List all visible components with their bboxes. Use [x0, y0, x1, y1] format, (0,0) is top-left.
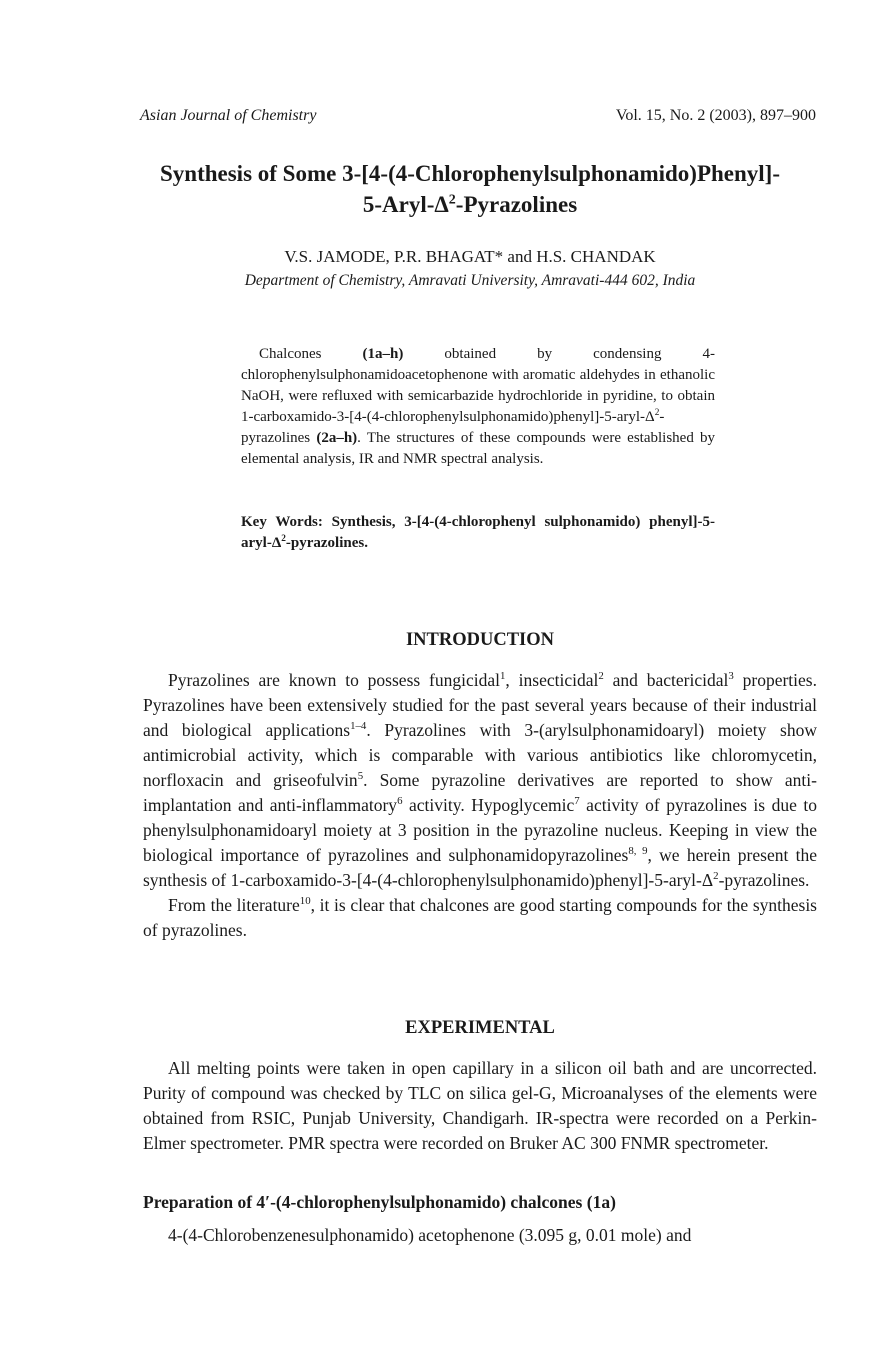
- abstract: [241, 344, 715, 470]
- volume-info: Vol. 15, No. 2 (2003), 897–900: [615, 107, 816, 124]
- text-run: properties. Pyrazolines have been extensively studied for the past several years because of their industrial and biological applications: [143, 670, 817, 740]
- citation: 7: [574, 795, 580, 808]
- keywords-text: -pyrazolines.: [285, 535, 368, 551]
- superscript: 2: [713, 870, 719, 883]
- citation: 6: [397, 795, 403, 808]
- text-run: From the literature: [168, 895, 300, 915]
- title-line-2a: 5-Aryl-Δ: [362, 192, 449, 217]
- text-run: -pyrazolines.: [718, 870, 810, 890]
- keywords: [241, 512, 715, 554]
- title-superscript: 2: [448, 192, 456, 208]
- introduction-heading: INTRODUCTION: [405, 630, 555, 650]
- introduction-body: [143, 668, 817, 943]
- abstract-text: -pyrazolines: [241, 409, 665, 446]
- authors: V.S. JAMODE, P.R. BHAGAT* and H.S. CHANDAK: [284, 247, 656, 266]
- experimental-body: [143, 1056, 817, 1156]
- text-run: Pyrazolines are known to possess fungicidal: [168, 670, 500, 690]
- text-run: , we herein present the synthesis of 1-carboxamido-3-[4-(4-chlorophenylsulphonamido)phenyl]-5-aryl-Δ: [143, 845, 817, 890]
- abstract-text: Chalcones: [259, 346, 363, 362]
- abstract-text: obtained by condensing 4-chlorophenylsulphonamidoacetophenone with aromatic aldehydes in ethanolic NaOH, were refluxed with semicarbazide hydrochloride in pyridine, to obtain 1-carboxamido-3-[4-(4-chlorophenylsulphonamido)phenyl]-5-aryl-Δ: [241, 346, 716, 425]
- introduction-paragraph-2: [143, 893, 817, 943]
- superscript: 2: [654, 408, 660, 418]
- title-line-2b: -Pyrazolines: [455, 192, 578, 217]
- citation: 2: [598, 670, 604, 683]
- article-title: [120, 158, 820, 220]
- preparation-paragraph: 4-(4-Chlorobenzenesulphonamido) acetophenone (3.095 g, 0.01 mole) and: [168, 1225, 692, 1245]
- text-run: , insecticidal: [505, 670, 599, 690]
- citation: 10: [299, 895, 311, 908]
- citation: 1: [500, 670, 506, 683]
- preparation-subheading: Preparation of 4′-(4-chlorophenylsulphonamido) chalcones (1a): [143, 1192, 616, 1212]
- journal-name: Asian Journal of Chemistry: [140, 107, 317, 124]
- title-line-1: Synthesis of Some 3-[4-(4-Chlorophenylsulphonamido)Phenyl]-: [159, 161, 780, 186]
- affiliation: Department of Chemistry, Amravati University, Amravati-444 602, India: [244, 272, 696, 289]
- preparation-body: [143, 1223, 817, 1248]
- compound-ref: (1a–h): [362, 346, 404, 362]
- introduction-paragraph-1: [143, 668, 817, 893]
- text-run: activity of pyrazolines is due to phenylsulphonamidoaryl moiety at 3 position in the pyrazoline nucleus. Keeping in view the biological importance of pyrazolines and sulphonamidopyrazolines: [143, 795, 817, 865]
- abstract-text: . The structures of these compounds were established by elemental analysis, IR and NMR spectral analysis.: [241, 430, 716, 467]
- experimental-heading: EXPERIMENTAL: [405, 1018, 555, 1038]
- citation: 1–4: [350, 720, 367, 733]
- keywords-text: Key Words: Synthesis, 3-[4-(4-chlorophenyl sulphonamido) phenyl]-5-aryl-Δ: [241, 514, 715, 551]
- text-run: , it is clear that chalcones are good starting compounds for the synthesis of pyrazolines.: [143, 895, 817, 940]
- text-run: activity. Hypoglycemic: [402, 795, 575, 815]
- text-run: . Pyrazolines with 3-(arylsulphonamidoaryl) moiety show antimicrobial activity, which is comparable with various antibiotics like chloromycetin, norfloxacin and griseofulvin: [143, 720, 817, 790]
- text-run: . Some pyrazoline derivatives are reported to show anti-implantation and anti-inflammatory: [143, 770, 817, 815]
- experimental-paragraph-1: All melting points were taken in open capillary in a silicon oil bath and are uncorrected. Purity of compound was checked by TLC on silica gel-G, Microanalyses of the elements were obtained from RSIC, Punjab University, Chandigarh. IR-spectra were recorded on a Perkin-Elmer spectrometer. PMR spectra were recorded on Bruker AC 300 FNMR spectrometer.: [143, 1058, 817, 1153]
- citation: 5: [357, 770, 364, 783]
- compound-ref: (2a–h): [316, 430, 358, 446]
- citation: 8, 9: [628, 845, 648, 858]
- superscript: 2: [281, 534, 286, 544]
- citation: 3: [728, 670, 734, 683]
- text-run: and bactericidal: [603, 670, 729, 690]
